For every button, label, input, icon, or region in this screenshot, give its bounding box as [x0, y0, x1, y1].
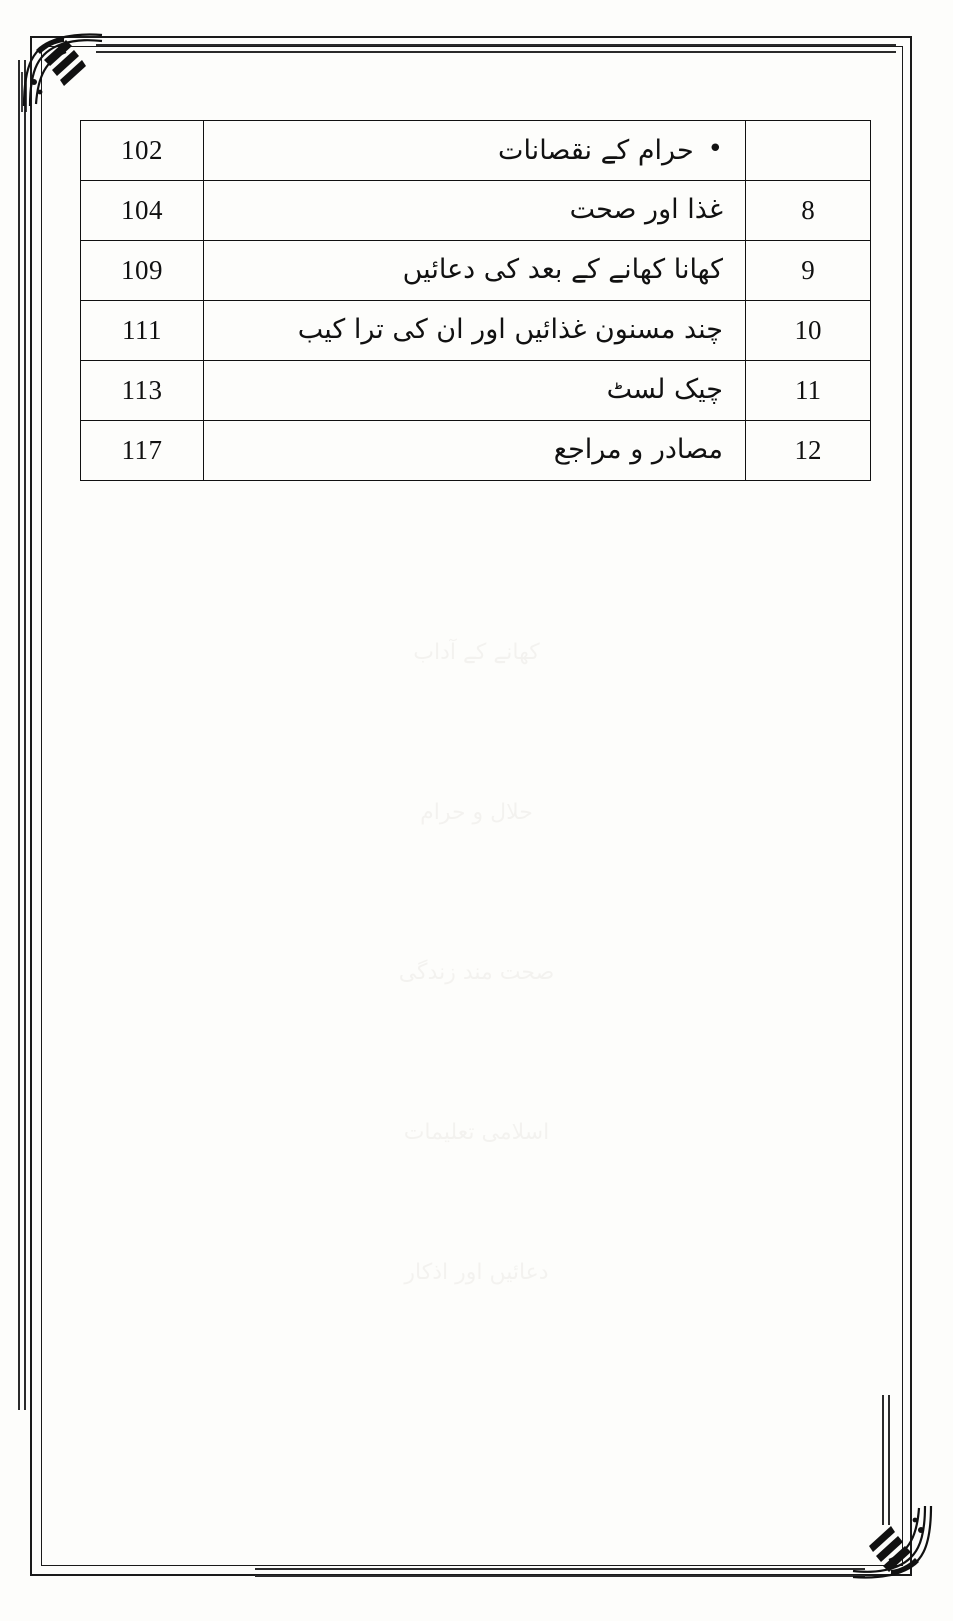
frame-rule-top [96, 44, 896, 46]
toc-page-number: 113 [81, 361, 204, 421]
toc-page-number: 111 [81, 301, 204, 361]
toc-entry-number: 8 [746, 181, 871, 241]
toc-entry-title: مصادر و مراجع [204, 421, 746, 481]
toc-entry-number: 11 [746, 361, 871, 421]
table-row [81, 301, 871, 361]
toc-entry-number: 10 [746, 301, 871, 361]
table-row [81, 421, 871, 481]
toc-table [80, 120, 871, 481]
frame-rule-bottom [255, 1575, 865, 1577]
frame-rule-bottom [255, 1568, 865, 1570]
toc-entry-title: کھانا کھانے کے بعد کی دعائیں [204, 241, 746, 301]
showthrough-line: دعائیں اور اذکار [404, 1260, 549, 1285]
corner-ornament-icon [14, 26, 110, 117]
showthrough-line: کھانے کے آداب [413, 640, 540, 665]
table-row [81, 361, 871, 421]
table-row [81, 121, 871, 181]
showthrough-line: اسلامی تعلیمات [403, 1120, 550, 1145]
toc-page-number: 109 [81, 241, 204, 301]
table-row [81, 181, 871, 241]
toc-entry-title: غذا اور صحت [204, 181, 746, 241]
toc-entry-number: 12 [746, 421, 871, 481]
table-row [81, 241, 871, 301]
toc-page-number: 117 [81, 421, 204, 481]
toc-entry-title [204, 121, 746, 181]
table-of-contents [80, 120, 840, 481]
toc-entry-number [746, 121, 871, 181]
showthrough-line: صحت مند زندگی [398, 960, 555, 985]
toc-page-number: 104 [81, 181, 204, 241]
toc-entry-title-text: • حرام کے نقصانات [498, 135, 723, 166]
frame-rule-left [24, 60, 26, 1410]
toc-page-number: 102 [81, 121, 204, 181]
showthrough-line: حلال و حرام [420, 800, 533, 825]
toc-entry-title: چیک لسٹ [204, 361, 746, 421]
frame-rule-top [96, 51, 896, 53]
corner-ornament-icon [845, 1500, 941, 1591]
frame-rule-left [18, 60, 20, 1410]
toc-entry-title: چند مسنون غذائیں اور ان کی ترا کیب [204, 301, 746, 361]
toc-entry-number: 9 [746, 241, 871, 301]
